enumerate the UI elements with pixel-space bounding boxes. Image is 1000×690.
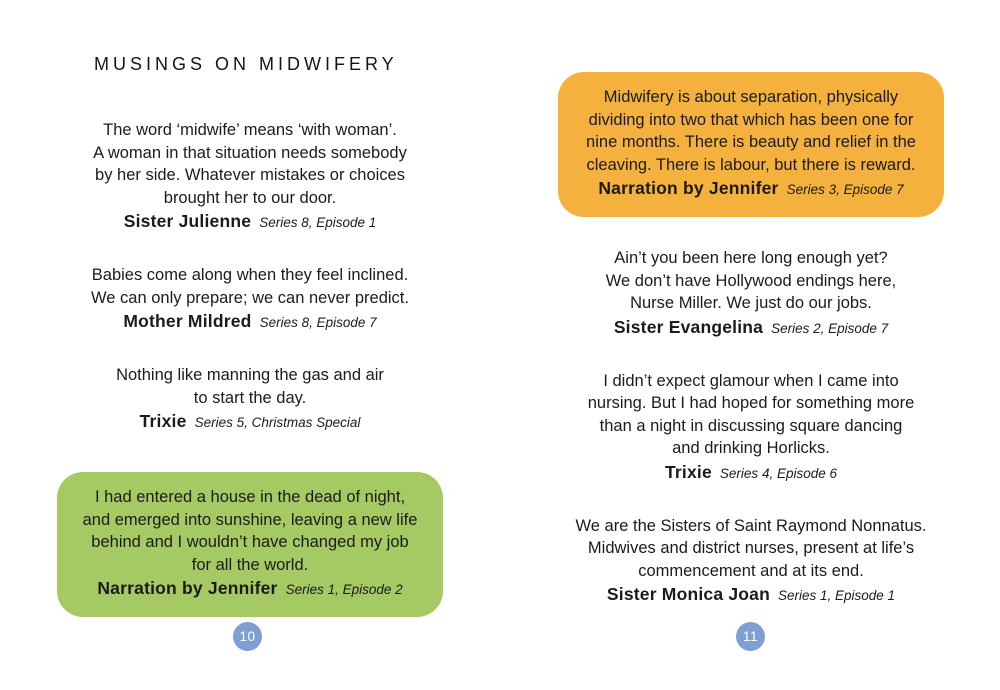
quote-text: Midwifery is about separation, physically dividing into two that which has been one for nine months. There is beauty and relief in the cleaving. There is labour, but there is reward.: [586, 88, 916, 174]
quote-list-left: [57, 119, 443, 617]
quote-source: Series 4, Episode 6: [719, 465, 837, 481]
quote-block: [558, 370, 944, 485]
quote-text: Nothing like manning the gas and air to start the day.: [116, 366, 384, 407]
quote-list-right: [558, 72, 944, 607]
quote-text: Ain’t you been here long enough yet? We don’t have Hollywood endings here, Nurse Miller. We just do our jobs.: [605, 249, 897, 312]
quote-block: [57, 119, 443, 234]
quote-source: Series 2, Episode 7: [771, 320, 889, 336]
quote-block: [558, 515, 944, 608]
quote-attribution-line: [57, 310, 443, 334]
page-number-badge-left: 10: [233, 622, 262, 651]
quote-attribution: Trixie: [664, 461, 712, 482]
quote-attribution-line: [75, 577, 425, 601]
quote-text: We are the Sisters of Saint Raymond Nonnatus. Midwives and district nurses, present at life’s commencement and at its end.: [575, 516, 927, 580]
quote-block: [558, 72, 944, 217]
quote-attribution-line: [558, 461, 944, 485]
quote-text: The word ‘midwife’ means ‘with woman’. A woman in that situation needs somebody by her side. Whatever mistakes or choices brought her to our door.: [93, 121, 407, 207]
page-number-badge-right: 11: [736, 622, 765, 651]
quote-attribution-line: [558, 583, 944, 607]
quote-text: I didn’t expect glamour when I came into nursing. But I had hoped for something more than a night in discussing square dancing and drinking Horlicks.: [587, 371, 915, 457]
quote-source: Series 8, Episode 1: [259, 215, 377, 230]
quote-attribution-line: [57, 410, 443, 434]
quote-attribution: Trixie: [139, 411, 187, 431]
quote-source: Series 5, Christmas Special: [194, 415, 361, 430]
quote-text: Babies come along when they feel inclined. We can only prepare; we can never predict.: [91, 266, 409, 307]
quote-block: [57, 364, 443, 434]
quote-attribution: Sister Monica Joan: [606, 584, 770, 604]
quote-attribution-line: [558, 316, 944, 340]
quote-text: I had entered a house in the dead of night, and emerged into sunshine, leaving a new life behind and I wouldn’t have changed my job for all the world.: [82, 488, 418, 574]
quote-attribution: Sister Julienne: [123, 211, 252, 231]
page-left: [57, 0, 443, 617]
page-title: MUSINGS ON MIDWIFERY: [94, 54, 398, 74]
quote-attribution-line: [57, 210, 443, 234]
quote-block: [558, 247, 944, 340]
quote-attribution: Narration by Jennifer: [598, 178, 779, 198]
quote-block: [57, 264, 443, 334]
quote-source: Series 8, Episode 7: [259, 315, 377, 330]
quote-source: Series 3, Episode 7: [786, 182, 904, 197]
quote-attribution: Sister Evangelina: [613, 316, 764, 337]
page-right: [558, 0, 944, 607]
quote-source: Series 1, Episode 2: [285, 582, 403, 597]
quote-source: Series 1, Episode 1: [778, 588, 896, 603]
quote-attribution: Narration by Jennifer: [97, 578, 278, 598]
quote-attribution-line: [576, 177, 926, 201]
quote-block: [57, 472, 443, 617]
quote-attribution: Mother Mildred: [123, 311, 252, 331]
